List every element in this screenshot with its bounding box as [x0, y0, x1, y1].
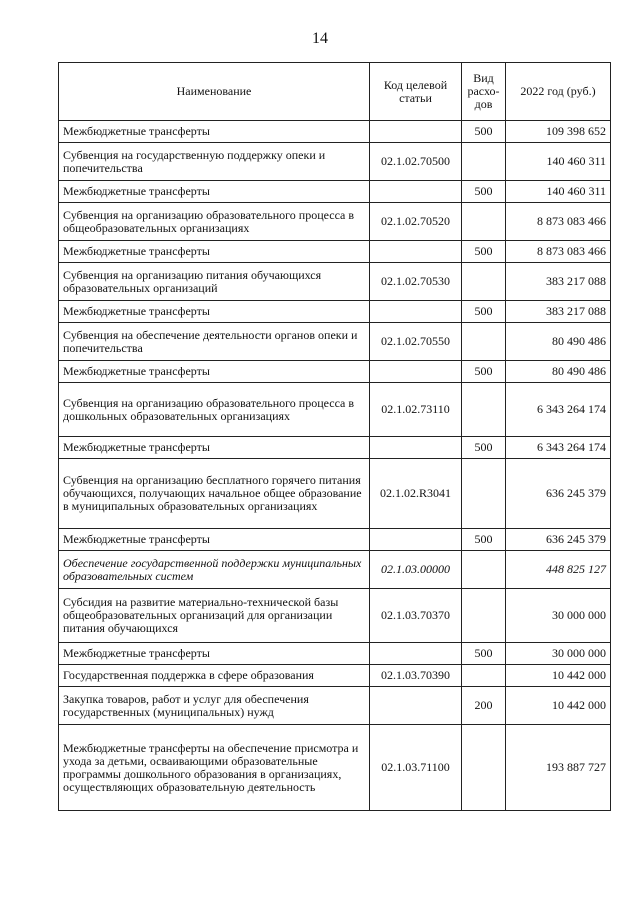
cell-sum: 80 490 486	[506, 323, 611, 361]
cell-sum: 636 245 379	[506, 459, 611, 529]
cell-code: 02.1.03.70370	[370, 589, 462, 643]
cell-name: Межбюджетные трансферты на обеспечение присмотра и ухода за детьми, осваивающими образовательные программы дошкольного образования в организациях, осуществляющих образовательную деятельность	[59, 725, 370, 811]
table-row	[59, 687, 611, 725]
cell-code	[370, 121, 462, 143]
cell-sum: 8 873 083 466	[506, 203, 611, 241]
cell-name: Межбюджетные трансферты	[59, 301, 370, 323]
table-row	[59, 241, 611, 263]
cell-name: Закупка товаров, работ и услуг для обеспечения государственных (муниципальных) нужд	[59, 687, 370, 725]
cell-type: 500	[462, 643, 506, 665]
budget-table	[58, 62, 611, 811]
table-row	[59, 143, 611, 181]
cell-code: 02.1.02.70550	[370, 323, 462, 361]
cell-name: Государственная поддержка в сфере образования	[59, 665, 370, 687]
cell-type	[462, 263, 506, 301]
table-row	[59, 529, 611, 551]
cell-code	[370, 437, 462, 459]
cell-sum: 8 873 083 466	[506, 241, 611, 263]
cell-type	[462, 383, 506, 437]
table-row	[59, 551, 611, 589]
cell-name: Субвенция на организацию бесплатного горячего питания обучающихся, получающих начальное общее образование в муниципальных образовательных организациях	[59, 459, 370, 529]
header-type: Вид расхо-дов	[462, 63, 506, 121]
cell-type: 500	[462, 361, 506, 383]
cell-type	[462, 323, 506, 361]
cell-sum: 10 442 000	[506, 687, 611, 725]
table-row	[59, 459, 611, 529]
table-row	[59, 203, 611, 241]
cell-code	[370, 361, 462, 383]
cell-name: Субвенция на организацию образовательного процесса в общеобразовательных организациях	[59, 203, 370, 241]
page-number: 14	[312, 30, 328, 47]
cell-code: 02.1.02.70500	[370, 143, 462, 181]
cell-code	[370, 643, 462, 665]
cell-type	[462, 459, 506, 529]
cell-sum: 140 460 311	[506, 181, 611, 203]
table-row	[59, 589, 611, 643]
cell-name: Субсидия на развитие материально-технической базы общеобразовательных организаций для организации питания обучающихся	[59, 589, 370, 643]
table-row	[59, 383, 611, 437]
cell-sum: 383 217 088	[506, 301, 611, 323]
cell-type: 200	[462, 687, 506, 725]
cell-code	[370, 687, 462, 725]
cell-sum: 6 343 264 174	[506, 437, 611, 459]
table-row	[59, 437, 611, 459]
cell-sum: 140 460 311	[506, 143, 611, 181]
cell-sum: 109 398 652	[506, 121, 611, 143]
table-row	[59, 263, 611, 301]
cell-name: Межбюджетные трансферты	[59, 121, 370, 143]
cell-type	[462, 665, 506, 687]
cell-name: Межбюджетные трансферты	[59, 529, 370, 551]
cell-sum: 636 245 379	[506, 529, 611, 551]
cell-name: Межбюджетные трансферты	[59, 181, 370, 203]
cell-type: 500	[462, 529, 506, 551]
header-name: Наименование	[59, 63, 370, 121]
cell-type: 500	[462, 437, 506, 459]
header-code: Код целевой статьи	[370, 63, 462, 121]
cell-type: 500	[462, 301, 506, 323]
cell-type	[462, 725, 506, 811]
table-row	[59, 643, 611, 665]
table-row	[59, 665, 611, 687]
cell-sum: 30 000 000	[506, 589, 611, 643]
cell-name: Субвенция на организацию образовательного процесса в дошкольных образовательных организациях	[59, 383, 370, 437]
cell-code: 02.1.02.70520	[370, 203, 462, 241]
cell-code: 02.1.03.71100	[370, 725, 462, 811]
table-row	[59, 323, 611, 361]
cell-code: 02.1.02.70530	[370, 263, 462, 301]
header-sum: 2022 год (руб.)	[506, 63, 611, 121]
cell-code	[370, 241, 462, 263]
cell-type: 500	[462, 241, 506, 263]
cell-name: Субвенция на организацию питания обучающихся образовательных организаций	[59, 263, 370, 301]
cell-type	[462, 589, 506, 643]
cell-name: Межбюджетные трансферты	[59, 241, 370, 263]
table-row	[59, 121, 611, 143]
cell-name: Межбюджетные трансферты	[59, 437, 370, 459]
cell-name: Межбюджетные трансферты	[59, 361, 370, 383]
cell-type	[462, 551, 506, 589]
cell-sum: 80 490 486	[506, 361, 611, 383]
cell-name: Субвенция на государственную поддержку опеки и попечительства	[59, 143, 370, 181]
cell-sum: 6 343 264 174	[506, 383, 611, 437]
cell-code	[370, 181, 462, 203]
cell-code	[370, 529, 462, 551]
cell-code	[370, 301, 462, 323]
cell-name: Обеспечение государственной поддержки муниципальных образовательных систем	[59, 551, 370, 589]
cell-type: 500	[462, 121, 506, 143]
cell-type	[462, 143, 506, 181]
table-row	[59, 181, 611, 203]
cell-sum: 383 217 088	[506, 263, 611, 301]
cell-type	[462, 203, 506, 241]
cell-code: 02.1.03.70390	[370, 665, 462, 687]
header-row	[59, 63, 611, 121]
cell-code: 02.1.03.00000	[370, 551, 462, 589]
cell-sum: 193 887 727	[506, 725, 611, 811]
table-row	[59, 725, 611, 811]
cell-name: Межбюджетные трансферты	[59, 643, 370, 665]
cell-code: 02.1.02.73110	[370, 383, 462, 437]
cell-sum: 10 442 000	[506, 665, 611, 687]
cell-code: 02.1.02.R3041	[370, 459, 462, 529]
cell-name: Субвенция на обеспечение деятельности органов опеки и попечительства	[59, 323, 370, 361]
cell-sum: 30 000 000	[506, 643, 611, 665]
table-row	[59, 361, 611, 383]
table-row	[59, 301, 611, 323]
cell-type: 500	[462, 181, 506, 203]
cell-sum: 448 825 127	[506, 551, 611, 589]
